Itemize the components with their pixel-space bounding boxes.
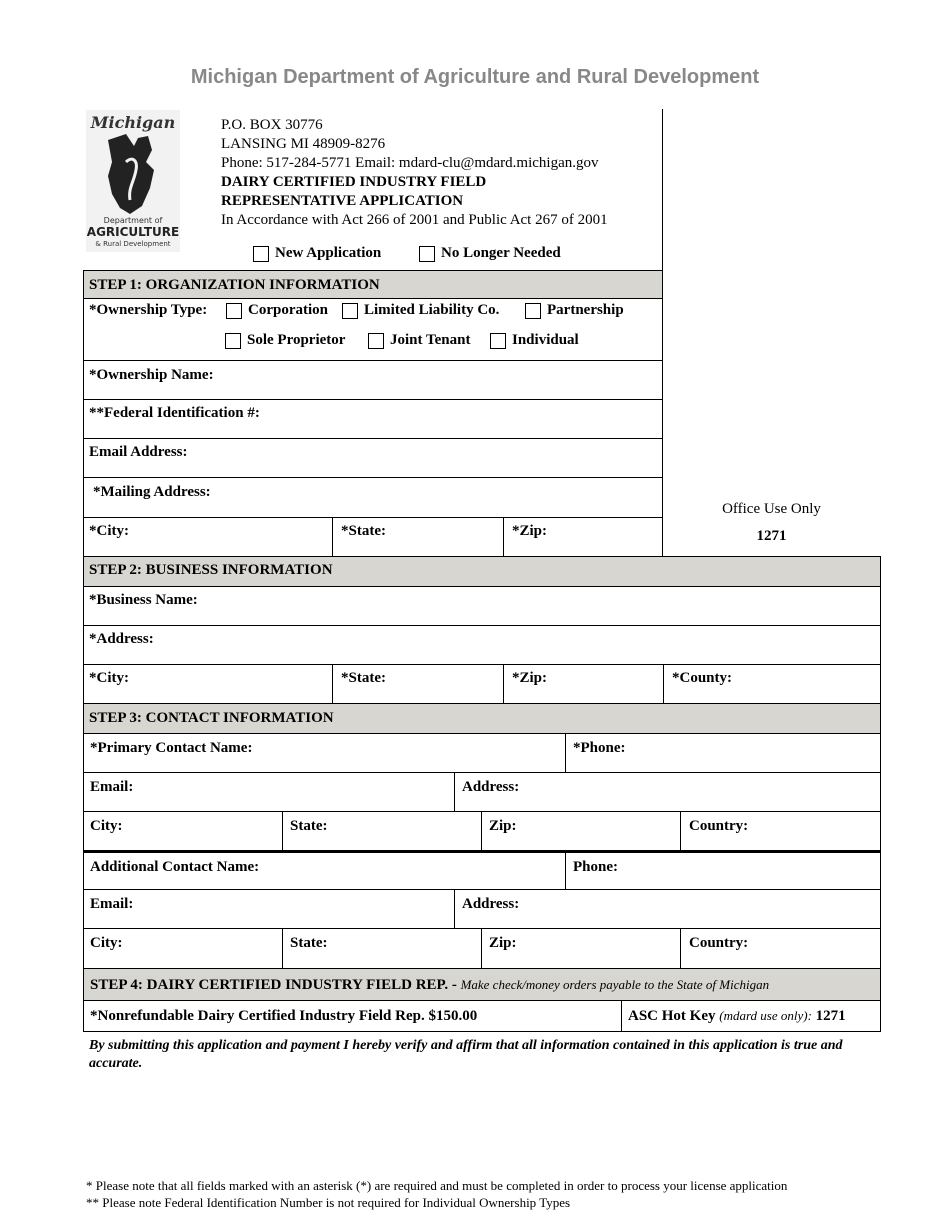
mailing-address-field[interactable]: *Mailing Address: <box>93 484 211 500</box>
no-longer-needed-option[interactable]: No Longer Needed <box>419 245 561 262</box>
contact-line: Phone: 517-284-5771 Email: mdard-clu@mdard.michigan.gov <box>221 155 599 171</box>
additional-state-field[interactable]: State: <box>290 935 328 951</box>
primary-country-field[interactable]: Country: <box>689 818 749 834</box>
primary-city-field[interactable]: City: <box>90 818 123 834</box>
additional-country-field[interactable]: Country: <box>689 935 749 951</box>
step2-zip-field[interactable]: *Zip: <box>512 670 548 686</box>
form-title-1: DAIRY CERTIFIED INDUSTRY FIELD <box>221 174 487 190</box>
office-use-code: 1271 <box>756 528 787 544</box>
joint-tenant-checkbox[interactable] <box>368 333 384 349</box>
footnote-required: * Please note that all fields marked with an asterisk (*) are required and must be completed in order to process your license application <box>86 1178 788 1193</box>
additional-contact-name-field[interactable]: Additional Contact Name: <box>90 859 260 875</box>
sole-proprietor-checkbox[interactable] <box>225 333 241 349</box>
primary-address-field[interactable]: Address: <box>462 779 520 795</box>
address-line-1: P.O. BOX 30776 <box>221 117 323 133</box>
agency-logo <box>86 110 180 252</box>
federal-id-field[interactable]: **Federal Identification #: <box>89 405 260 421</box>
affirmation-statement: By submitting this application and payment I hereby verify and affirm that all information contained in this application is true and accurate. <box>89 1038 843 1071</box>
new-application-checkbox[interactable] <box>253 246 269 262</box>
ownership-name-field[interactable]: *Ownership Name: <box>89 367 214 383</box>
ownership-partnership-option[interactable]: Partnership <box>525 302 624 319</box>
ownership-type-label: *Ownership Type: <box>89 302 208 318</box>
step4-heading: STEP 4: DAIRY CERTIFIED INDUSTRY FIELD REP. - Make check/money orders payable to the State of Michigan <box>90 977 770 993</box>
step1-heading: STEP 1: ORGANIZATION INFORMATION <box>89 277 380 293</box>
address-line-2: LANSING MI 48909-8276 <box>221 136 386 152</box>
additional-zip-field[interactable]: Zip: <box>489 935 517 951</box>
business-address-field[interactable]: *Address: <box>89 631 154 647</box>
primary-email-field[interactable]: Email: <box>90 779 134 795</box>
svg-text:Department of: Department of <box>103 216 163 225</box>
page-title: Michigan Department of Agriculture and Rural Development <box>190 66 760 88</box>
additional-email-field[interactable]: Email: <box>90 896 134 912</box>
step3-heading: STEP 3: CONTACT INFORMATION <box>89 710 334 726</box>
step4-payment-note: Make check/money orders payable to the State of Michigan <box>460 977 770 992</box>
llc-checkbox[interactable] <box>342 303 358 319</box>
step2-state-field[interactable]: *State: <box>341 670 386 686</box>
contact-separator <box>83 850 881 853</box>
additional-address-field[interactable]: Address: <box>462 896 520 912</box>
ownership-sole-proprietor-option[interactable]: Sole Proprietor <box>225 332 345 349</box>
step1-state-field[interactable]: *State: <box>341 523 386 539</box>
step1-zip-field[interactable]: *Zip: <box>512 523 548 539</box>
additional-city-field[interactable]: City: <box>90 935 123 951</box>
primary-contact-name-field[interactable]: *Primary Contact Name: <box>90 740 253 756</box>
office-use-label: Office Use Only <box>722 501 821 517</box>
primary-phone-field[interactable]: *Phone: <box>573 740 626 756</box>
email-address-field[interactable]: Email Address: <box>89 444 188 460</box>
corporation-checkbox[interactable] <box>226 303 242 319</box>
primary-zip-field[interactable]: Zip: <box>489 818 517 834</box>
fee-label: *Nonrefundable Dairy Certified Industry Field Rep. $150.00 <box>90 1008 478 1024</box>
partnership-checkbox[interactable] <box>525 303 541 319</box>
asc-hot-key: ASC Hot Key (mdard use only): 1271 <box>628 1008 846 1024</box>
no-longer-needed-checkbox[interactable] <box>419 246 435 262</box>
primary-state-field[interactable]: State: <box>290 818 328 834</box>
step2-county-field[interactable]: *County: <box>672 670 733 686</box>
step1-city-field[interactable]: *City: <box>89 523 129 539</box>
form-title-2: REPRESENTATIVE APPLICATION <box>221 193 464 209</box>
act-line: In Accordance with Act 266 of 2001 and Public Act 267 of 2001 <box>221 212 608 228</box>
ownership-joint-tenant-option[interactable]: Joint Tenant <box>368 332 470 349</box>
svg-text:AGRICULTURE: AGRICULTURE <box>86 225 180 239</box>
ownership-individual-option[interactable]: Individual <box>490 332 579 349</box>
new-application-option[interactable]: New Application <box>253 245 381 262</box>
ownership-llc-option[interactable]: Limited Liability Co. <box>342 302 499 319</box>
step2-city-field[interactable]: *City: <box>89 670 129 686</box>
business-name-field[interactable]: *Business Name: <box>89 592 198 608</box>
additional-phone-field[interactable]: Phone: <box>573 859 618 875</box>
logo-text-michigan: Michigan <box>90 113 176 132</box>
step2-heading: STEP 2: BUSINESS INFORMATION <box>89 562 333 578</box>
ownership-corporation-option[interactable]: Corporation <box>226 302 328 319</box>
individual-checkbox[interactable] <box>490 333 506 349</box>
footnote-federal-id: ** Please note Federal Identification Number is not required for Individual Ownership Types <box>86 1195 571 1210</box>
svg-text:& Rural Development: & Rural Development <box>95 240 171 248</box>
